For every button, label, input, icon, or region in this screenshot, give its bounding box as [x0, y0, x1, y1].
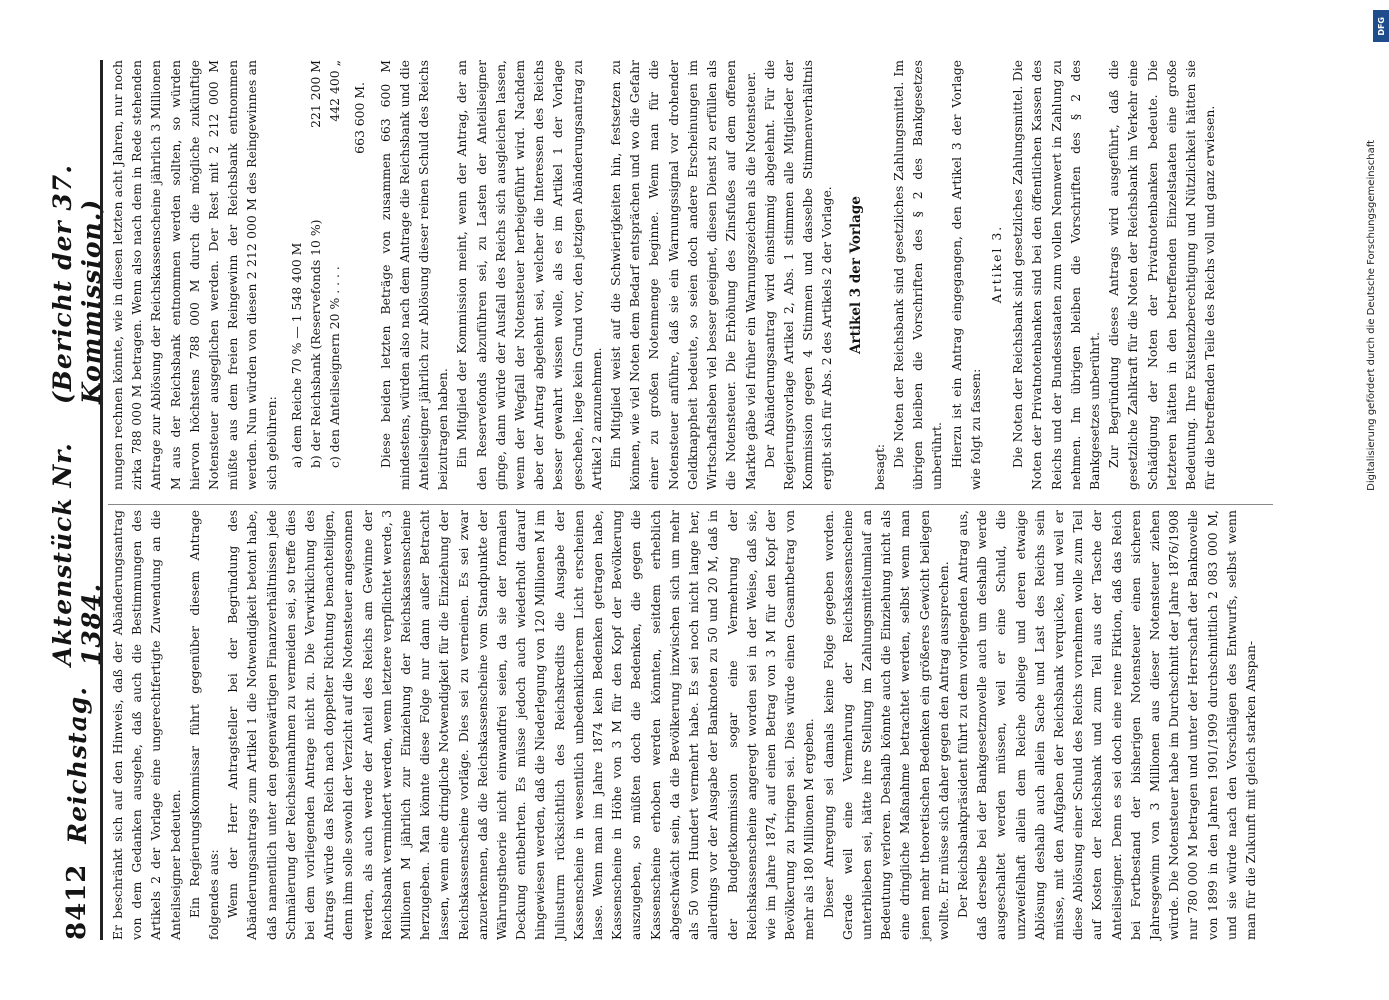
- article-title: Artikel 3.: [988, 224, 1004, 304]
- column-divider: [108, 504, 1273, 505]
- dfg-logo: [1373, 10, 1389, 42]
- left-column: [108, 510, 1278, 940]
- paragraph: Die Noten der Reichsbank sind gesetzliches Zahlungsmittel. Die Noten der Privatnotenbanken sind bei den öffentlichen Kassen des Reichs und der Bundesstaaten zum vollen Nennwert in Zahlung zu nehmen. Im übrigen bleiben die Vorschriften des § 2 des Bankgesetzes unberührt.: [1010, 60, 1102, 490]
- paragraph: Der Reichsbankpräsident führt zu dem vorliegenden Antrag aus, daß derselbe bei der Bankgesetznovelle auch um deshalb werde ausgeschaltet werden müssen, weil er eine Schuld, die unzweifelhaft allein dem Reiche obliege und deren etwaige Ablösung deshalb auch allein Sache und Last des Reichs sein müsse, mit den Aufgaben der Reichsbank verquicke, und weil er diese Ablösung einer Schuld des Reichs vornehmen wolle zum Teil auf Kosten der Reichsbank und zum Teil aus der Tasche der Anteilseigner. Denn es sei doch eine reine Fiktion, daß das Reich bei Fortbestand der bisherigen Notensteuer einen sicheren Jahresgewinn von 3 Millionen aus dieser Notensteuer ziehen würde. Die Notensteuer habe im Durchschnitt der Jahre 1876/1908 nur 780 000 M betragen und unter der Herrschaft der Banknovelle von 1899 in den Jahren 1901/1909 durchschnittlich 2 083 000 M, und sie würde nach den Vorschlägen des Entwurfs, selbst wenn man für die Zukunft mit gleich starken Anspan-: [954, 510, 1258, 940]
- paragraph: Der Abänderungsantrag wird einstimmig abgelehnt. Für die Regierungsvorlage Artikel 2, Abs. 1 stimmen alle Mitglieder der Kommission gegen 4 Stimmen und dasselbe Stimmenverhältnis ergibt sich für Abs. 2 des Artikels 2 der Vorlage.: [761, 60, 835, 490]
- amount-list: [287, 60, 345, 490]
- paragraph: Ein Mitglied der Kommission meint, wenn der Antrag, der an den Reservefonds abzuführen sei, zu Lasten der Anteilseigner ginge, dann würde der Ausfall des Reichs sich ausgleichen lassen, wenn der Wegfall der Notensteuer herbeigeführt wird. Nachdem aber der Antrag abgelehnt sei, welcher die Interessen des Reichs besser gewahrt wissen wolle, als es im Artikel 1 der Vorlage geschehe, liege kein Grund vor, den jetzigen Abänderungsantrag zu Artikel 2 anzunehmen.: [454, 60, 604, 490]
- paragraph: Hierzu ist ein Antrag eingegangen, den Artikel 3 der Vorlage wie folgt zu fassen:: [948, 60, 983, 490]
- paragraph: Ein Mitglied weist auf die Schwierigkeiten hin, festsetzen zu können, wie viel Noten dem Bedarf entsprächen und wo die Gefahr einer zu großen Notenmenge beginne. Wenn man für die Notensteuer anführe, daß sie ein Warnungssignal vor drohender Geldknappheit bedeute, so seien doch andere Erscheinungen im Wirtschaftsleben viel besser geeignet, diesen Dienst zu erfüllen als die Notensteuer. Die Erhöhung des Zinsfußes auf dem offenen Markte gäbe viel früher ein Warnungszeichen als die Notensteuer.: [608, 60, 758, 490]
- header-title-right: (Bericht der 37. Kommission.): [48, 164, 106, 405]
- dfg-logo-text: DFG: [1376, 16, 1386, 36]
- amount-list-item: [306, 60, 325, 468]
- page-header: [48, 60, 106, 940]
- paragraph: Wenn der Herr Antragsteller bei der Begründung des Abänderungsantrags zum Artikel 1 die Notwendigkeit betont habe, daß namentlich unter den gegenwärtigen Finanzverhältnissen jede Schmälerung der Reichseinnahmen zu vermeiden sei, so treffe dies bei dem vorliegenden Antrage nicht zu. Die Verwirklichung des Antrags würde das Reich nach doppelter Richtung benachteiligen, denn ihm solle sowohl der Verzicht auf die Notensteuer angesonnen werden, als auch werde der Anteil des Reichs am Gewinne der Reichsbank vermindert werden, wenn letztere verpflichtet werde, 3 Millionen M jährlich zur Einziehung der Reichskassenscheine herzugeben. Man könnte diese Folge nur dann außer Betracht lassen, wenn eine dringliche Notwendigkeit für die Einziehung der Reichskassenscheine vorläge. Dies sei zu verneinen. Es sei zwar anzuerkennen, daß die Reichskassenscheine vom Standpunkte der Währungstheorie nicht einwandfrei seien, da sie der formalen Deckung entbehrten. Es müsse jedoch auch wiederholt darauf hingewiesen werden, daß die Niederlegung von 120 Millionen M im Juliusturm rücksichtlich des Reichskredits die Ausgabe der Kassenscheine in wesentlich unbedenklicherem Licht erscheinen lasse. Wenn man im Jahre 1874 kein Bedenken getragen habe, Kassenscheine in Höhe von 3 M für den Kopf der Bevölkerung auszugeben, so müßten doch die Bedenken, die gegen die Kassenscheine erhoben werden könnten, seitdem erheblich abgeschwächt sein, da die Bevölkerung inzwischen sich um mehr als 50 vom Hundert vermehrt habe. Es sei noch nicht lange her, allerdings vor der Ausgabe der Banknoten zu 50 und 20 M, daß in der Budgetkommission sogar eine Vermehrung der Reichskassenscheine angeregt worden sei in der Weise, daß sie, wie im Jahre 1874, auf einen Betrag von 3 M für den Kopf der Bevölkerung zu bringen sei. Dies würde einen Gesamtbetrag von mehr als 180 Millionen M ergeben.: [225, 510, 817, 940]
- amount-label: c) den Anteilseignern 20 % . . . .: [327, 266, 343, 468]
- paragraph: nungen rechnen könnte, wie in diesen letzten acht Jahren, nur noch zirka 788 000 M betragen. Wenn also nach dem in Rede stehenden Antrage zur Ablösung der Reichskassenscheine jährlich 3 Millionen M aus der Reichsbank entnommen werden sollten, so würden hiervon höchstens 788 000 M durch die mögliche zukünftige Notensteuer ausgeglichen werden. Der Rest mit 2 212 000 M müßte aus dem freien Reingewinn der Reichsbank entnommen werden. Nun würden von diesen 2 212 000 M des Reingewinnes an sich gebühren:: [110, 60, 279, 490]
- paragraph: Die Noten der Reichsbank sind gesetzliches Zahlungsmittel. Im übrigen bleiben die Vorschriften des § 2 des Bankgesetzes unberührt.: [890, 60, 945, 490]
- page-number: 8412: [62, 863, 92, 940]
- amount-list-item: [287, 60, 306, 468]
- right-column: [108, 60, 1278, 490]
- amount-value: 442 400 „: [327, 60, 343, 122]
- amount-label: a) dem Reiche 70 % — 1 548 400 M: [288, 242, 304, 468]
- amount-total: 663 600 M.: [352, 82, 368, 154]
- amount-value: 221 200 M: [308, 60, 324, 128]
- amount-list-item: [325, 60, 344, 468]
- paragraph: Dieser Anregung sei damals keine Folge gegeben worden. Gerade weil eine Vermehrung der Reichskassenscheine unterblieben sei, hätte ihre Stellung im Zahlungsmittelumlauf an Bedeutung verloren. Deshalb könnte auch die Einziehung nicht als eine dringliche Maßnahme betrachtet werden, selbst wenn man jenen mehr theoretischen Bedenken ein größeres Gewicht beilegen wollte. Er müsse sich daher gegen den Antrag aussprechen.: [820, 510, 951, 940]
- section-heading: Artikel 3 der Vorlage: [847, 196, 864, 354]
- paragraph: Er beschränkt sich auf den Hinweis, daß der Abänderungsantrag von dem Gedanken ausgehe, daß auch die Bestimmungen des Artikels 2 der Vorlage eine ungerechtfertigte Zuwendung an die Anteilseigner bedeuten.: [110, 510, 183, 940]
- header-title-center: Aktenstück Nr. 1384.: [48, 442, 106, 667]
- paragraph: Ein Regierungskommissar führt gegenüber diesem Antrage folgendes aus:: [186, 510, 222, 940]
- paragraph: Diese beiden letzten Beträge von zusammen 663 600 M mindestens, würden also nach dem Antrage die Reichsbank und die Anteilseigner jährlich zur Ablösung dieser reinen Schuld des Reichs beizutragen haben.: [377, 60, 451, 490]
- header-rule: [100, 60, 103, 940]
- paragraph: Zur Begründung dieses Antrags wird ausgeführt, daß die gesetzliche Zahlkraft für die Noten der Reichsbank im Verkehr eine Schädigung der Noten der Privatnotenbanken bedeute. Die letzteren hätten in den betreffenden Einzelstaaten eine große Bedeutung. Ihre Existenzberechtigung und Nützlichkeit hätten sie für die betreffenden Teile des Reichs voll und ganz erwiesen.: [1106, 60, 1218, 490]
- paragraph: besagt:: [871, 443, 887, 490]
- digitization-credit: Digitalisierung gefördert durch die Deutsche Forschungsgemeinschaft: [1366, 140, 1377, 491]
- header-title-left: Reichstag.: [62, 686, 92, 844]
- amount-label: b) der Reichsbank (Reservefonds 10 %): [308, 219, 324, 468]
